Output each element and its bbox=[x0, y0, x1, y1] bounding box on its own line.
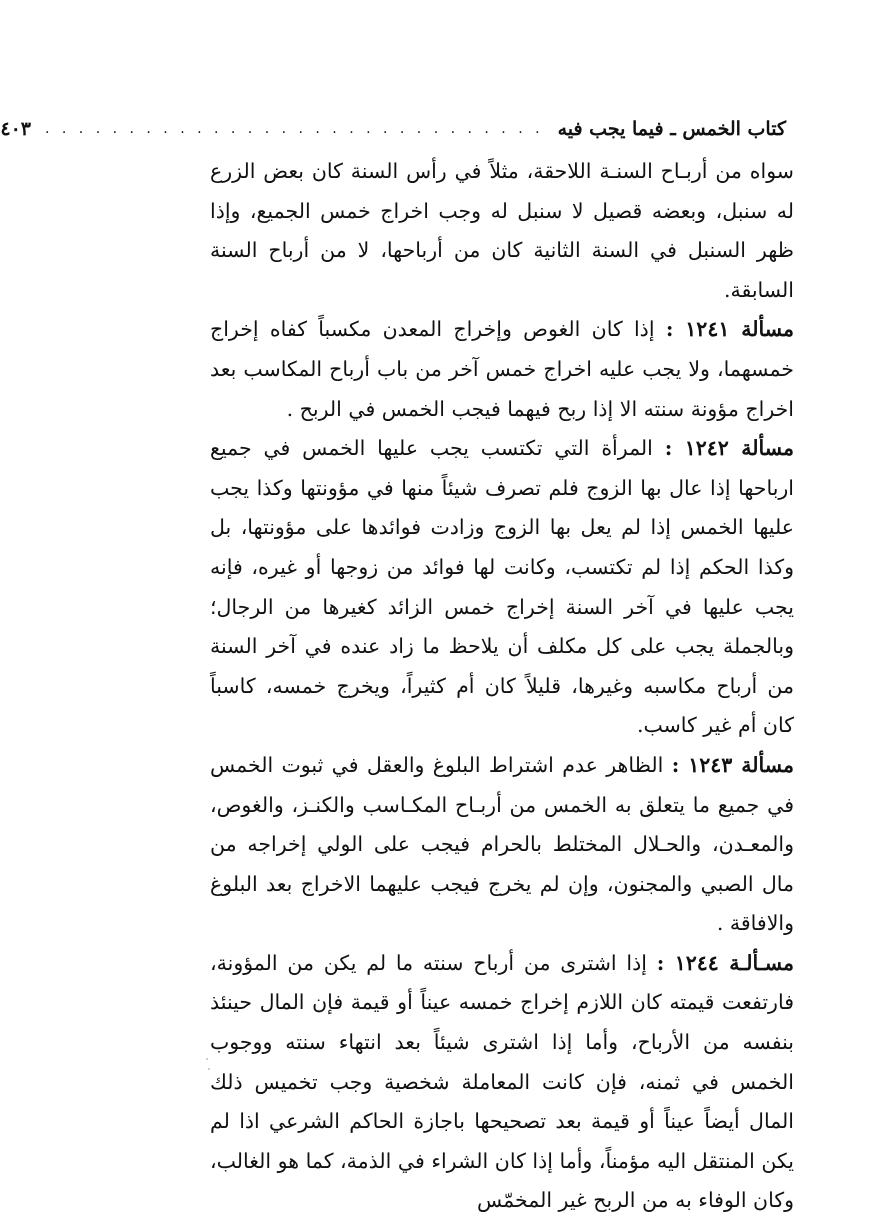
page-body bbox=[210, 152, 794, 1221]
issue-paragraph-1242 bbox=[210, 429, 794, 746]
leader-dots: . . . . . . . . . . . . . . . . . . . . . . . . . . . . . . bbox=[45, 121, 544, 137]
issue-paragraph-1244 bbox=[210, 944, 794, 1221]
paragraph-text: الظاهر عدم اشتراط البلوغ والعقل في ثبوت الخمس في جميع ما يتعلق به الخمس من أربـاح المكـاسب والكنـز، والغوص، والمعـدن، والحـلال المختلط بالحرام فيجب على الولي إخراجه من مال الصبي والمجنون، وإن لم يخرج فيجب عليهما الاخراج بعد البلوغ والافاقة . bbox=[210, 752, 794, 936]
issue-label: مسألة ١٢٤٢ : bbox=[664, 436, 794, 461]
issue-paragraph-1241 bbox=[210, 310, 794, 429]
paragraph-text: المرأة التي تكتسب يجب عليها الخمس في جميع ارباحها إذا عال بها الزوج فلم تصرف شيئاً منها في مؤونتها وكذا يجب عليها الخمس إذا لم يعل بها الزوج وزادت فوائدها على مؤونتها، بل وكذا الحكم إذا لم تكتسب، وكانت لها فوائد من زوجها أو غيره، فإنه يجب عليها في آخر السنة إخراج خمس الزائد كغيرها من الرجال؛ وبالجملة يجب على كل مكلف أن يلاحظ ما زاد عنده في آخر السنة من أرباح مكاسبه وغيرها، قليلاً كان أم كثيراً، ويخرج خمسه، كاسباً كان أم غير كاسب. bbox=[210, 436, 794, 738]
paragraph-text: إذا كان الغوص وإخراج المعدن مكسباً كفاه إخراج خمسهما، ولا يجب عليه اخراج خمس آخر من باب أرباح المكاسب بعد اخراج مؤونة سنته الا إذا ربح فيهما فيجب الخمس في الربح . bbox=[210, 317, 794, 421]
issue-label: مسألة ١٢٤٣ : bbox=[671, 752, 795, 777]
issue-paragraph-1243 bbox=[210, 746, 794, 944]
scan-speck bbox=[206, 1058, 208, 1060]
issue-label: مسألة ١٢٤١ : bbox=[665, 317, 794, 342]
issue-label: مسـألـة ١٢٤٤ : bbox=[656, 950, 794, 975]
paragraph-text: سواه من أربـاح السنـة اللاحقة، مثلاً في رأس السنة كان بعض الزرع له سنبل، وبعضه قصيل لا سنبل له وجب اخراج خمس الجميع، وإذا ظهر السنبل في السنة الثانية كان من أرباحها، لا من أرباح السنة السابقة. bbox=[210, 159, 794, 302]
page-number: ٤٠٣ bbox=[0, 118, 31, 140]
paragraph-text: إذا اشترى من أرباح سنته ما لم يكن من المؤونة، فارتفعت قيمته كان اللازم إخراج خمسه عيناً أو قيمة فإن المال حينئذ بنفسه من الأرباح، وأما إذا اشترى شيئاً بعد انتهاء سنته ووجوب الخمس في ثمنه، فإن كانت المعاملة شخصية وجب تخميس ذلك المال أيضاً عيناً أو قيمة بعد تصحيحها باجازة الحاكم الشرعي اذا لم يكن المنتقل اليه مؤمناً، وأما إذا كان الشراء في الذمة، كما هو الغالب، وكان الوفاء به من الربح غير المخمّس bbox=[210, 950, 794, 1213]
continuation-paragraph bbox=[210, 152, 794, 310]
chapter-title: كتاب الخمس ـ فيما يجب فيه bbox=[557, 118, 786, 140]
scan-speck bbox=[208, 1068, 210, 1070]
running-header bbox=[0, 112, 786, 146]
